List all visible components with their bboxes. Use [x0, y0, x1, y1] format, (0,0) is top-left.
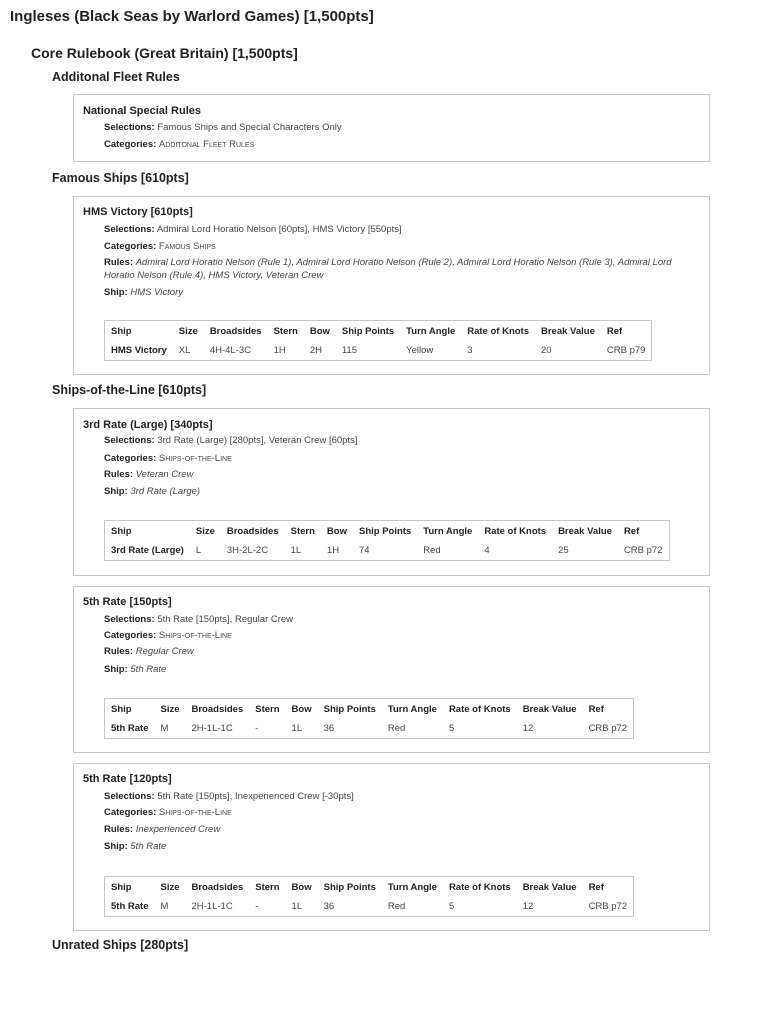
column-header: Ref	[606, 325, 623, 337]
categories-line	[104, 630, 694, 643]
selections-line	[104, 614, 694, 627]
ship-label: Ship:	[104, 287, 128, 298]
table-cell: Red	[423, 545, 441, 556]
table-cell: M	[160, 723, 169, 734]
table-cell: 2H-1L-1C	[191, 723, 233, 734]
column-header: Broadsides	[191, 703, 244, 715]
table-cell: 25	[558, 545, 569, 556]
table-cell: 5th Rate	[111, 723, 149, 734]
table-cell: L	[195, 545, 202, 556]
table-cell: 1H	[326, 545, 340, 556]
categories-line	[104, 807, 694, 820]
table-row	[105, 897, 634, 917]
categories-value: Ships-of-the-Line	[158, 630, 232, 641]
section-title-unrated-ships: Unrated Ships [280pts]	[52, 938, 189, 952]
rules-value: Regular Crew	[135, 646, 194, 657]
table-row	[105, 341, 652, 361]
categories-label: Categories:	[104, 453, 157, 464]
rules-value: Veteran Crew	[135, 469, 194, 480]
column-header: Broadsides	[191, 881, 244, 893]
column-header: Ship	[111, 703, 132, 715]
categories-label: Categories:	[104, 241, 157, 252]
column-header: Bow	[291, 881, 312, 893]
ship-value: 3rd Rate (Large)	[130, 486, 201, 497]
table-cell: CRB p79	[606, 345, 646, 356]
rules-line	[104, 646, 694, 659]
roster-title: Ingleses (Black Seas by Warlord Games) [1,500pts]	[10, 8, 374, 25]
rules-line	[104, 824, 694, 837]
force-title: Core Rulebook (Great Britain) [1,500pts]	[31, 45, 298, 61]
table-cell: 5	[448, 723, 455, 734]
rules-value: Admiral Lord Horatio Nelson (Rule 1), Admiral Lord Horatio Nelson (Rule 2), Admiral Lord Horatio Nelson (Rule 3), Admiral Lord Horatio Nelson (Rule 4), HMS Victory, Veteran Crew	[104, 257, 672, 281]
selections-value: 3rd Rate (Large) [280pts], Veteran Crew [60pts]	[157, 435, 358, 446]
entry-3rd-rate-large	[73, 408, 710, 576]
categories-line	[104, 241, 694, 254]
table-cell: 12	[522, 723, 534, 734]
rules-label: Rules:	[104, 469, 134, 480]
table-cell: XL	[178, 345, 191, 356]
column-header: Size	[160, 881, 180, 893]
column-header: Ref	[588, 881, 604, 893]
column-header: Bow	[309, 325, 330, 337]
selections-value: 5th Rate [150pts], Inexperienced Crew [-30pts]	[157, 791, 354, 802]
table-cell: 4H-4L-3C	[209, 345, 251, 356]
rules-label: Rules:	[104, 646, 134, 657]
ship-line	[104, 287, 694, 300]
table-cell: Red	[387, 723, 406, 734]
selections-label: Selections:	[104, 122, 155, 133]
column-header: Stern	[255, 881, 280, 893]
table-header-row	[105, 877, 634, 898]
categories-label: Categories:	[104, 630, 157, 641]
table-cell: 12	[522, 901, 534, 912]
table-cell: CRB p72	[588, 901, 628, 912]
table-cell: 2H	[309, 345, 323, 356]
column-header: Break Value	[522, 703, 577, 715]
table-header-row	[105, 699, 634, 720]
table-row	[105, 541, 670, 561]
column-header: Rate of Knots	[484, 525, 547, 537]
ship-line	[104, 664, 694, 677]
column-header: Stern	[290, 525, 315, 537]
entry-title: 5th Rate [150pts]	[83, 596, 172, 608]
categories-value: Ships-of-the-Line	[158, 453, 232, 464]
selections-line	[104, 791, 694, 804]
table-row	[105, 719, 634, 739]
table-cell: 3	[467, 345, 473, 356]
column-header: Turn Angle	[423, 525, 473, 537]
section-title-famous-ships: Famous Ships [610pts]	[52, 171, 189, 185]
categories-label: Categories:	[104, 807, 157, 818]
table-cell: 1L	[290, 545, 302, 556]
rules-line	[104, 469, 694, 482]
entry-title: HMS Victory [610pts]	[83, 206, 193, 218]
entry-national-special-rules	[73, 94, 710, 162]
column-header: Size	[160, 703, 180, 715]
selections-line	[104, 435, 694, 448]
column-header: Ref	[623, 525, 640, 537]
ship-label: Ship:	[104, 664, 128, 675]
column-header: Broadsides	[226, 525, 279, 537]
table-cell: CRB p72	[623, 545, 663, 556]
ship-profile-table	[104, 698, 634, 739]
column-header: Turn Angle	[406, 325, 456, 337]
column-header: Rate of Knots	[448, 703, 511, 715]
selections-value: Admiral Lord Horatio Nelson [60pts], HMS Victory [550pts]	[156, 224, 402, 235]
column-header: Size	[195, 525, 215, 537]
rules-label: Rules:	[104, 257, 134, 268]
table-cell: Yellow	[406, 345, 434, 356]
table-cell: 5th Rate	[111, 901, 149, 912]
table-cell: 3H-2L-2C	[226, 545, 269, 556]
table-cell: 20	[541, 345, 552, 356]
table-cell: -	[255, 723, 259, 734]
rules-line	[104, 257, 694, 282]
column-header: Ship	[111, 525, 132, 537]
selections-label: Selections:	[104, 224, 155, 235]
column-header: Ship Points	[323, 881, 376, 893]
entry-title: 3rd Rate (Large) [340pts]	[83, 419, 213, 431]
categories-value: Famous Ships	[158, 241, 216, 252]
column-header: Stern	[273, 325, 298, 337]
table-cell: M	[160, 901, 169, 912]
entry-5th-rate-150	[73, 586, 710, 753]
table-cell: 1H	[273, 345, 286, 356]
table-cell: Red	[387, 901, 406, 912]
ship-profile-table	[104, 520, 670, 561]
table-cell: 115	[341, 345, 358, 356]
ship-value: 5th Rate	[130, 664, 167, 675]
table-cell: 1L	[291, 723, 303, 734]
column-header: Ship Points	[323, 703, 376, 715]
selections-line	[104, 224, 694, 237]
ship-label: Ship:	[104, 486, 128, 497]
ship-profile-table	[104, 320, 652, 361]
categories-value: Ships-of-the-Line	[158, 807, 232, 818]
table-cell: 36	[323, 901, 335, 912]
table-cell: HMS Victory	[111, 345, 167, 356]
column-header: Bow	[291, 703, 312, 715]
column-header: Broadsides	[209, 325, 262, 337]
selections-label: Selections:	[104, 435, 155, 446]
column-header: Ship Points	[341, 325, 395, 337]
ship-line	[104, 486, 694, 499]
table-cell: 3rd Rate (Large)	[111, 545, 184, 556]
selections-value: Famous Ships and Special Characters Only	[157, 122, 342, 133]
column-header: Ship	[111, 325, 132, 337]
selections-line	[104, 122, 694, 135]
column-header: Stern	[255, 703, 280, 715]
column-header: Ship Points	[358, 525, 412, 537]
table-cell: 36	[323, 723, 335, 734]
entry-title: 5th Rate [120pts]	[83, 773, 172, 785]
selections-label: Selections:	[104, 614, 155, 625]
entry-5th-rate-120	[73, 763, 710, 931]
table-cell: 5	[448, 901, 455, 912]
selections-value: 5th Rate [150pts], Regular Crew	[157, 614, 294, 625]
categories-label: Categories:	[104, 139, 157, 150]
rules-label: Rules:	[104, 824, 134, 835]
table-cell: 74	[358, 545, 370, 556]
column-header: Size	[178, 325, 198, 337]
table-header-row	[105, 521, 670, 542]
rules-value: Inexperienced Crew	[135, 824, 221, 835]
column-header: Ref	[588, 703, 604, 715]
table-header-row	[105, 321, 652, 342]
section-title-additional-fleet-rules: Additonal Fleet Rules	[52, 70, 180, 84]
table-cell: -	[255, 901, 259, 912]
ship-label: Ship:	[104, 841, 128, 852]
entry-title: National Special Rules	[83, 105, 201, 117]
selections-label: Selections:	[104, 791, 155, 802]
table-cell: CRB p72	[588, 723, 628, 734]
ship-profile-table	[104, 876, 634, 917]
column-header: Turn Angle	[387, 881, 437, 893]
section-title-ships-of-the-line: Ships-of-the-Line [610pts]	[52, 383, 207, 397]
table-cell: 1L	[291, 901, 303, 912]
entry-hms-victory	[73, 196, 710, 375]
table-cell: 4	[484, 545, 490, 556]
table-cell: 2H-1L-1C	[191, 901, 233, 912]
column-header: Break Value	[558, 525, 612, 537]
column-header: Break Value	[541, 325, 595, 337]
column-header: Ship	[111, 881, 132, 893]
column-header: Rate of Knots	[448, 881, 511, 893]
ship-line	[104, 841, 694, 854]
ship-value: 5th Rate	[130, 841, 167, 852]
categories-line	[104, 453, 694, 466]
categories-value: Additonal Fleet Rules	[158, 139, 255, 150]
categories-line	[104, 139, 694, 152]
ship-value: HMS Victory	[130, 287, 184, 298]
column-header: Turn Angle	[387, 703, 437, 715]
column-header: Rate of Knots	[467, 325, 529, 337]
column-header: Break Value	[522, 881, 577, 893]
column-header: Bow	[326, 525, 347, 537]
